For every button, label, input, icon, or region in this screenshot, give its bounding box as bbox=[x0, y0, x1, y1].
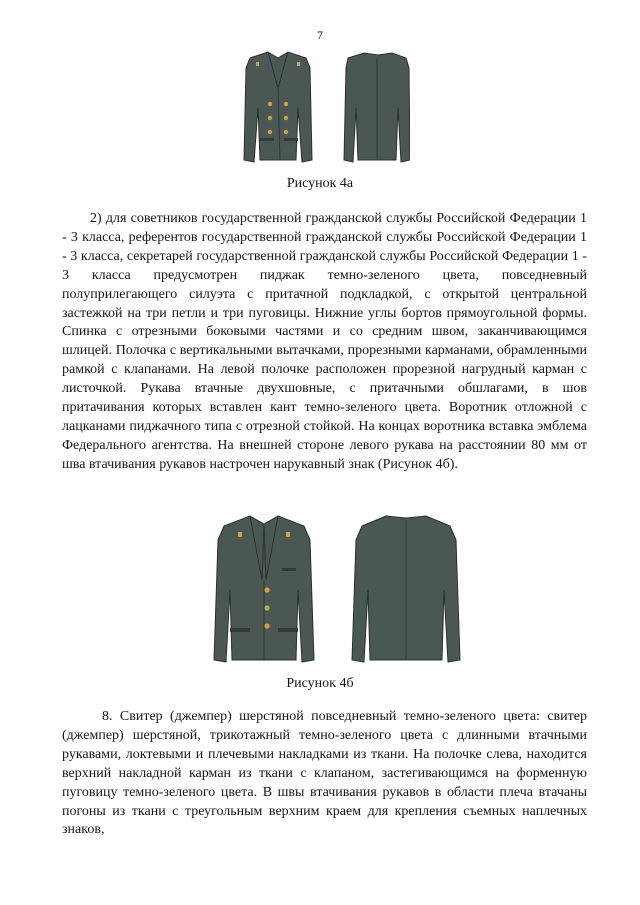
jacket-back-4b bbox=[352, 516, 460, 662]
figure-4a-caption: Рисунок 4а bbox=[286, 176, 354, 191]
figure-4a-image bbox=[230, 48, 410, 168]
figure-4b bbox=[210, 510, 470, 670]
jacket-front-4b bbox=[214, 516, 314, 662]
paragraph-1: 2) для советников государственной гражданской службы Российской Федерации 1 - 3 класса, референтов государственной гражданской службы Российской Федерации 1 - 3 класса, секретарей государственной гражданской службы Российской Федерации 1 - 3 класса предусмотрен пиджак темно-зеленого цвета, повседневный полуприлегающего силуэта с притачной подкладкой, с открытой центральной застежкой на три петли и три пуговицы. Нижние углы бортов прямоугольной формы. Спинка с отрезными боковыми частями и со средним швом, заканчивающимся шлицей. Полочка с вертикальными вытачками, прорезными карманами, обрамленными рамкой с клапанами. На левой полочке расположен прорезной нагрудный карман с листочкой. Рукава втачные двухшовные, с притачными обшлагами, в шов притачивания которых вставлен кант темно-зеленого цвета. Воротник отложной с лацканами пиджачного типа с отрезной стойкой. На концах воротника вставка эмблема Федерального агентства. На внешней стороне левого рукава на расстоянии 80 мм от шва втачивания рукавов настрочен нарукавный знак (Рисунок 4б). bbox=[62, 211, 587, 472]
jacket-front-4a bbox=[244, 52, 312, 162]
figure-4b-image bbox=[210, 510, 470, 670]
jacket-back-4a bbox=[344, 53, 410, 162]
figure-4b-caption: Рисунок 4б bbox=[286, 676, 354, 691]
page-number: 7 bbox=[317, 28, 323, 42]
figure-4a bbox=[230, 48, 410, 168]
paragraph-2: 8. Свитер (джемпер) шерстяной повседневный темно-зеленого цвета: свитер (джемпер) шерстяной, трикотажный темно-зеленого цвета с длинными втачными рукавами, локтевыми и плечевыми накладками из ткани. На полочке слева, находится верхний накладной карман из ткани с клапаном, застегивающимся на форменную пуговицу темно-зеленого цвета. В швы втачивания рукавов в области плеча втачаны погоны из ткани с треугольным верхним краем для крепления съемных наплечных знаков, bbox=[62, 709, 587, 838]
